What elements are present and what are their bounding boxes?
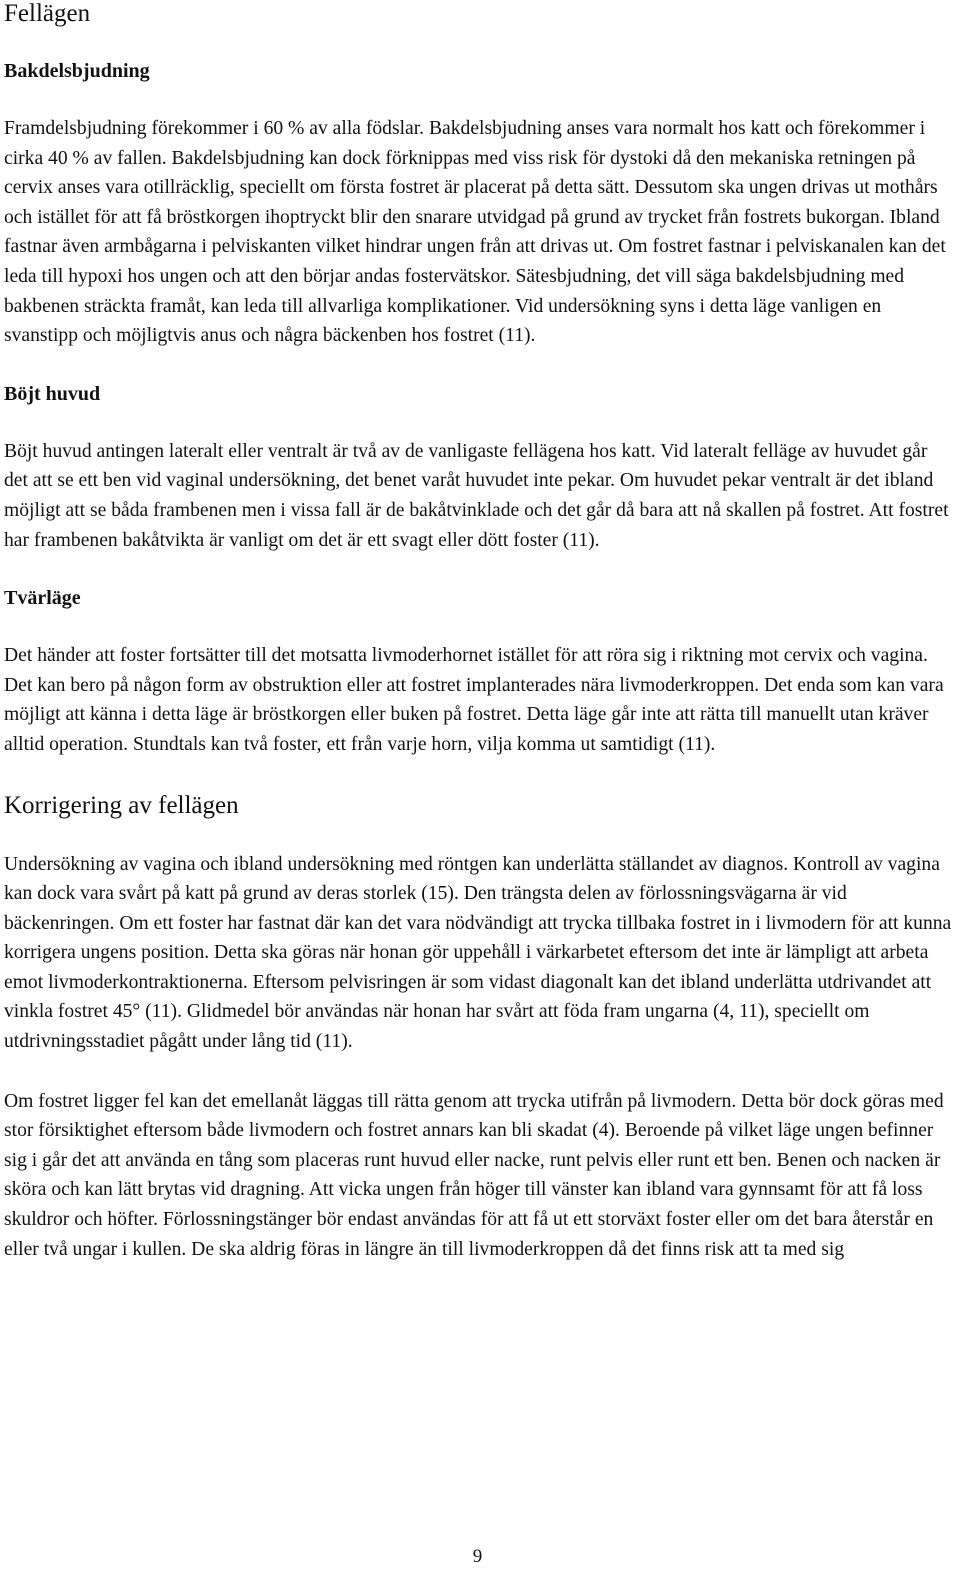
section-title: Fellägen — [4, 0, 91, 27]
document-page — [4, 0, 954, 1264]
paragraph-bakdelsbjudning: Framdelsbjudning förekommer i 60 % av alla födslar. Bakdelsbjudning anses vara normalt hos katt och förekommer i cirka 40 % av fallen. Bakdelsbjudning kan dock förknippas med viss risk för dystoki då den mekaniska retningen på cervix anses vara otillräcklig, speciellt om första fostret är placerat på detta sätt. Dessutom ska ungen drivas ut mothårs och istället för att få bröstkorgen ihoptryckt blir den snarare utvidgad på grund av trycket från fostrets bukorgan. Ibland fastnar även armbågarna i pelviskanten vilket hindrar ungen från att drivas ut. Om fostret fastnar i pelviskanalen kan det leda till hypoxi hos ungen och att den börjar andas fostervätskor. Sätesbjudning, det vill säga bakdelsbjudning med bakbenen sträckta framåt, kan leda till allvarliga komplikationer. Vid undersökning syns i detta läge vanligen en svanstipp och möjligtvis anus och några bäckenben hos fostret (11). — [4, 118, 946, 347]
section2-title: Korrigering av fellägen — [4, 791, 239, 819]
paragraph-korrigering-2: Om fostret ligger fel kan det emellanåt läggas till rätta genom att trycka utifrån på livmodern. Detta bör dock göras med stor försiktighet eftersom både livmodern och fostret annars kan bli skadat (4). Beroende på vilket läge ungen befinner sig i går det att använda en tång som placeras runt huvud eller nacke, runt pelvis eller runt ett ben. Benen och nacken är sköra och kan lätt brytas vid dragning. Att vicka ungen från höger till vänster kan ibland vara gynnsamt för att få loss skuldror och höfter. Förlossningstänger bör endast användas för att få ut ett storväxt foster eller om det bara återstår en eller två ungar i kullen. De ska aldrig föras in längre än till livmoderkroppen då det finns risk att ta med sig — [4, 1090, 944, 1260]
paragraph-bojt-huvud: Böjt huvud antingen lateralt eller ventralt är två av de vanligaste fellägena hos katt. Vid lateralt felläge av huvudet går det att se ett ben vid vaginal undersökning, det benet varåt huvudet inte pekar. Om huvudet pekar ventralt är det ibland möjligt att se båda frambenen men i vissa fall är de bakåtvinklade och det går då bara att nå skallen på fostret. Att fostret har frambenen bakåtvikta är vanligt om det är ett svagt eller dött foster (11). — [4, 440, 949, 551]
subsection-heading-bojt-huvud: Böjt huvud — [4, 382, 101, 405]
subsection-heading-tvarlage: Tvärläge — [4, 587, 81, 610]
paragraph-tvarlage: Det händer att foster fortsätter till det motsatta livmoderhornet istället för att röra sig i riktning mot cervix och vagina. Det kan bero på någon form av obstruktion eller att fostret implanterades nära livmoderkroppen. Det enda som kan vara möjligt att känna i detta läge är bröstkorgen eller buken på fostret. Detta läge går inte att rätta till manuellt utan kräver alltid operation. Stundtals kan två foster, ett från varje horn, vilja komma ut samtidigt (11). — [4, 645, 944, 755]
paragraph-korrigering-1: Undersökning av vagina och ibland undersökning med röntgen kan underlätta ställandet av diagnos. Kontroll av vagina kan dock vara svårt på katt på grund av deras storlek (15). Den trängsta delen av förlossningsvägarna är vid bäckenringen. Om ett foster har fastnat där kan det vara nödvändigt att trycka tillbaka fostret in i livmodern för att kunna korrigera ungens position. Detta ska göras när honan gör uppehåll i värkarbetet eftersom det inte är lämpligt att arbeta emot livmoderkontraktionerna. Eftersom pelvisringen är som vidast diagonalt kan det ibland underlätta utdrivandet att vinkla fostret 45° (11). Glidmedel bör användas när honan har svårt att föda fram ungarna (4, 11), speciellt om utdrivningsstadiet pågått under lång tid (11). — [4, 853, 952, 1053]
page-number: 9 — [472, 1546, 483, 1567]
subsection-heading-bakdelsbjudning: Bakdelsbjudning — [4, 60, 150, 82]
